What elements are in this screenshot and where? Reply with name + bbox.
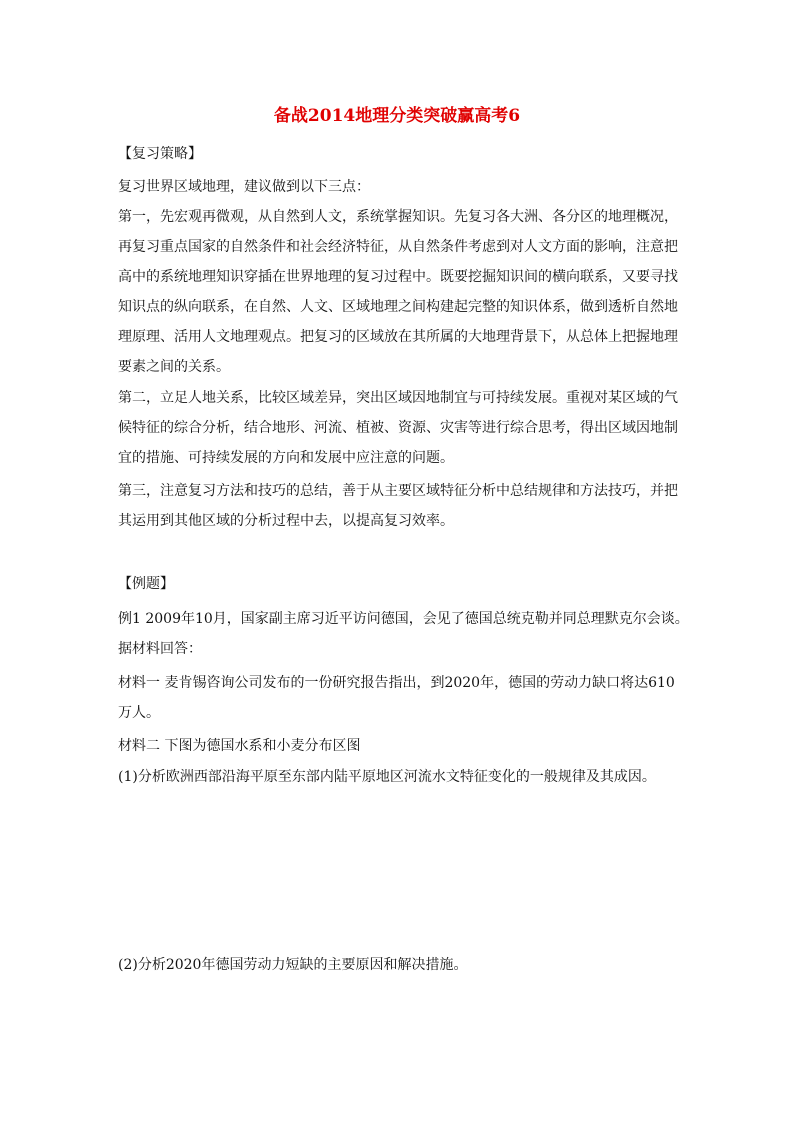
strategy-line: 要素之间的关系。 — [118, 359, 230, 375]
strategy-line: 复习世界区域地理，建议做到以下三点： — [118, 179, 370, 195]
example-line: 据材料回答： — [118, 641, 202, 657]
example-line: 材料一 麦肯锡咨询公司发布的一份研究报告指出，到2020年，德国的劳动力缺口将达610 — [118, 675, 675, 691]
question-2: (2)分析2020年德国劳动力短缺的主要原因和解决措施。 — [118, 957, 468, 973]
example-line: 材料二 下图为德国水系和小麦分布区图 — [118, 738, 361, 754]
strategy-line: 再复习重点国家的自然条件和社会经济特征，从自然条件考虑到对人文方面的影响，注意把 — [118, 239, 678, 255]
strategy-line: 候特征的综合分析，结合地形、河流、植被、资源、灾害等进行综合思考，得出区域因地制 — [118, 420, 678, 436]
strategy-line: 其运用到其他区域的分析过程中去，以提高复习效率。 — [118, 513, 454, 529]
strategy-line: 第三，注意复习方法和技巧的总结，善于从主要区域特征分析中总结规律和方法技巧，并把 — [118, 483, 678, 499]
example-line: 例1 2009年10月，国家副主席习近平访问德国，会见了德国总统克勒并同总理默克尔会谈。 — [118, 611, 689, 627]
strategy-line: 宜的措施、可持续发展的方向和发展中应注意的问题。 — [118, 450, 454, 466]
strategy-line: 第一，先宏观再微观，从自然到人文，系统掌握知识。先复习各大洲、各分区的地理概况， — [118, 209, 678, 225]
question-1: (1)分析欧洲西部沿海平原至东部内陆平原地区河流水文特征变化的一般规律及其成因。 — [118, 769, 656, 785]
example-line: 万人。 — [118, 705, 160, 721]
example-heading: 【例题】 — [118, 576, 174, 592]
document-title: 备战2014地理分类突破赢高考6 — [273, 106, 521, 126]
strategy-line: 理原理、活用人文地理观点。把复习的区域放在其所属的大地理背景下，从总体上把握地理 — [118, 329, 678, 345]
strategy-line: 高中的系统地理知识穿插在世界地理的复习过程中。既要挖掘知识间的横向联系，又要寻找 — [118, 269, 678, 285]
strategy-line: 知识点的纵向联系，在自然、人文、区域地理之间构建起完整的知识体系，做到透析自然地 — [118, 299, 678, 315]
strategy-heading: 【复习策略】 — [118, 146, 202, 162]
strategy-line: 第二，立足人地关系，比较区域差异，突出区域因地制宜与可持续发展。重视对某区域的气 — [118, 390, 678, 406]
